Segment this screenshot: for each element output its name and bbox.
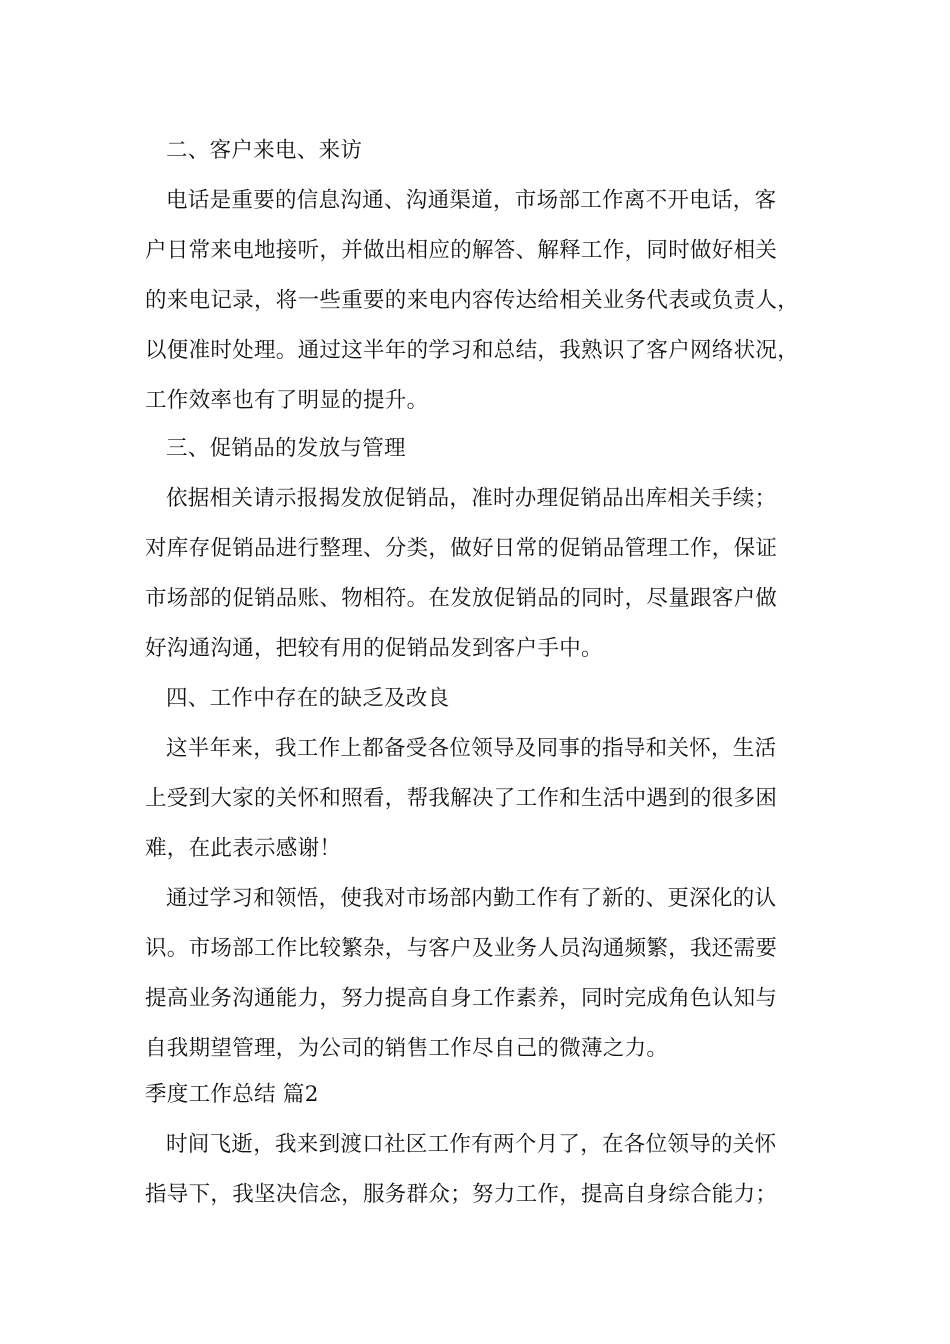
paragraph-line: 对库存促销品进行整理、分类，做好日常的促销品管理工作，保证 xyxy=(145,536,778,561)
article-heading: 季度工作总结 篇2 xyxy=(145,1082,319,1107)
paragraph-line: 电话是重要的信息沟通、沟通渠道，市场部工作离不开电话，客 xyxy=(166,188,777,213)
paragraph-line: 的来电记录，将一些重要的来电内容传达给相关业务代表或负责人， xyxy=(145,288,800,313)
section-heading-shortcomings: 四、工作中存在的缺乏及改良 xyxy=(166,686,450,711)
paragraph-line: 识。市场部工作比较繁杂，与客户及业务人员沟通频繁，我还需要 xyxy=(145,936,778,961)
paragraph-line: 上受到大家的关怀和照看，帮我解决了工作和生活中遇到的很多困 xyxy=(145,786,778,811)
section-heading-customer-calls: 二、客户来电、来访 xyxy=(166,138,363,163)
paragraph-line: 时间飞逝，我来到渡口社区工作有两个月了，在各位领导的关怀 xyxy=(166,1132,777,1157)
paragraph-line: 自我期望管理，为公司的销售工作尽自己的微薄之力。 xyxy=(145,1036,669,1061)
paragraph-line: 户日常来电地接听，并做出相应的解答、解释工作，同时做好相关 xyxy=(145,238,778,263)
paragraph-line: 通过学习和领悟，使我对市场部内勤工作有了新的、更深化的认 xyxy=(166,886,777,911)
paragraph-line: 依据相关请示报揭发放促销品，准时办理促销品出库相关手续； xyxy=(166,486,777,511)
section-heading-promotional-items: 三、促销品的发放与管理 xyxy=(166,436,406,461)
paragraph-line: 以便准时处理。通过这半年的学习和总结，我熟识了客户网络状况， xyxy=(145,338,800,363)
paragraph-line: 指导下，我坚决信念，服务群众；努力工作，提高自身综合能力； xyxy=(145,1182,778,1207)
paragraph-line: 工作效率也有了明显的提升。 xyxy=(145,388,429,413)
paragraph-line: 这半年来，我工作上都备受各位领导及同事的指导和关怀，生活 xyxy=(166,736,777,761)
paragraph-line: 市场部的促销品账、物相符。在发放促销品的同时，尽量跟客户做 xyxy=(145,586,778,611)
paragraph-line: 难，在此表示感谢！ xyxy=(145,836,342,861)
paragraph-line: 提高业务沟通能力，努力提高自身工作素养，同时完成角色认知与 xyxy=(145,986,778,1011)
paragraph-line: 好沟通沟通，把较有用的促销品发到客户手中。 xyxy=(145,636,603,661)
